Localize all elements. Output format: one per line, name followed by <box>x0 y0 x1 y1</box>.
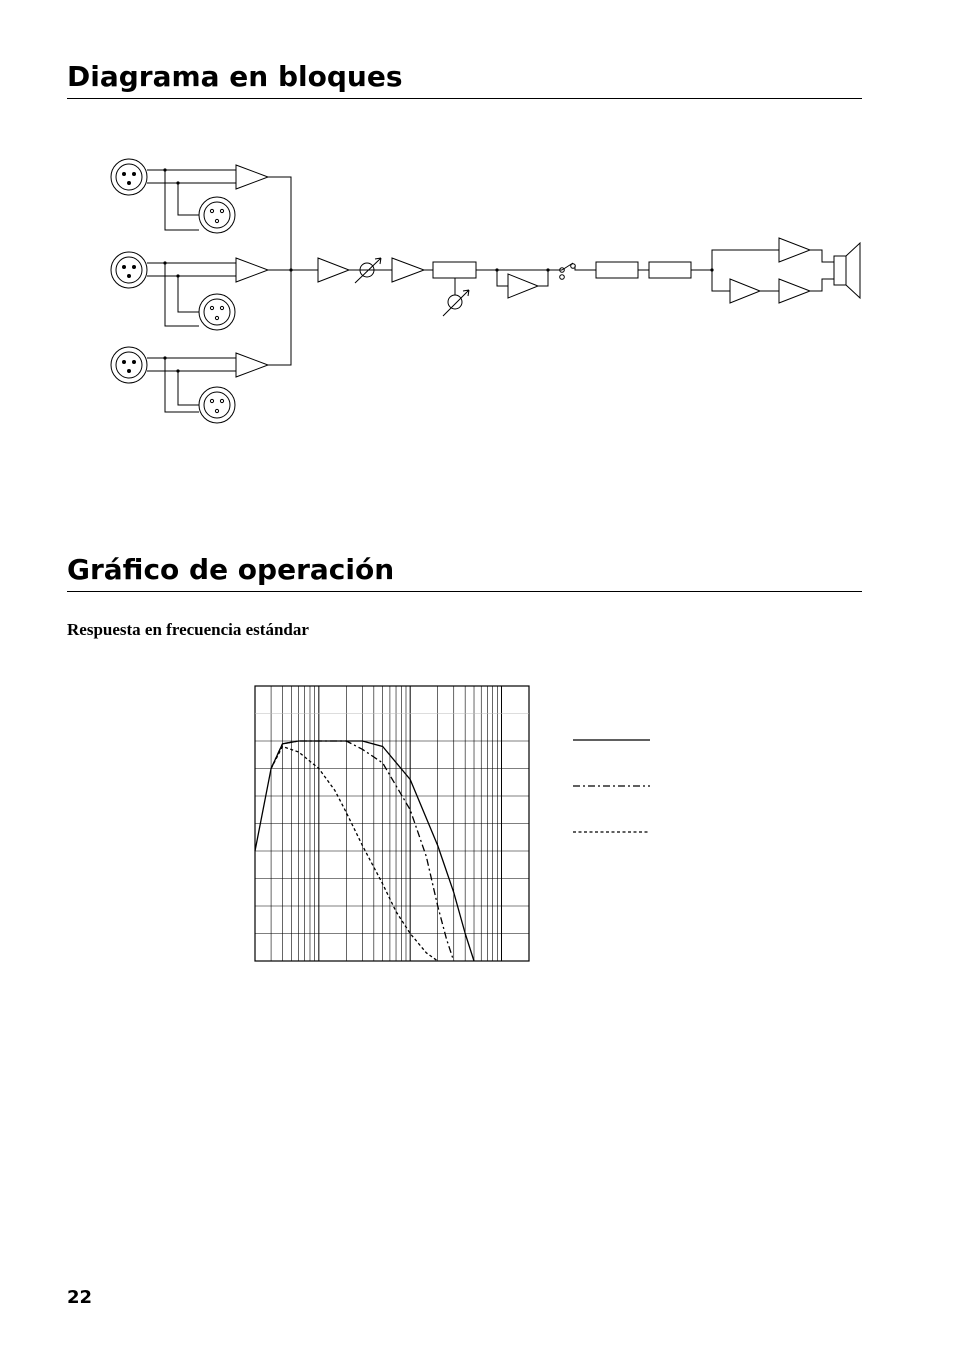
series-line-3 <box>271 747 438 962</box>
chart-subtitle: Respuesta en frecuencia estándar <box>67 620 309 639</box>
section-title-block-diagram: Diagrama en bloques <box>67 60 862 99</box>
chart-legend <box>573 740 650 832</box>
section-title-operation-graph: Gráfico de operación <box>67 553 862 592</box>
chart-grid <box>255 686 529 961</box>
page-number: 22 <box>67 1287 93 1308</box>
